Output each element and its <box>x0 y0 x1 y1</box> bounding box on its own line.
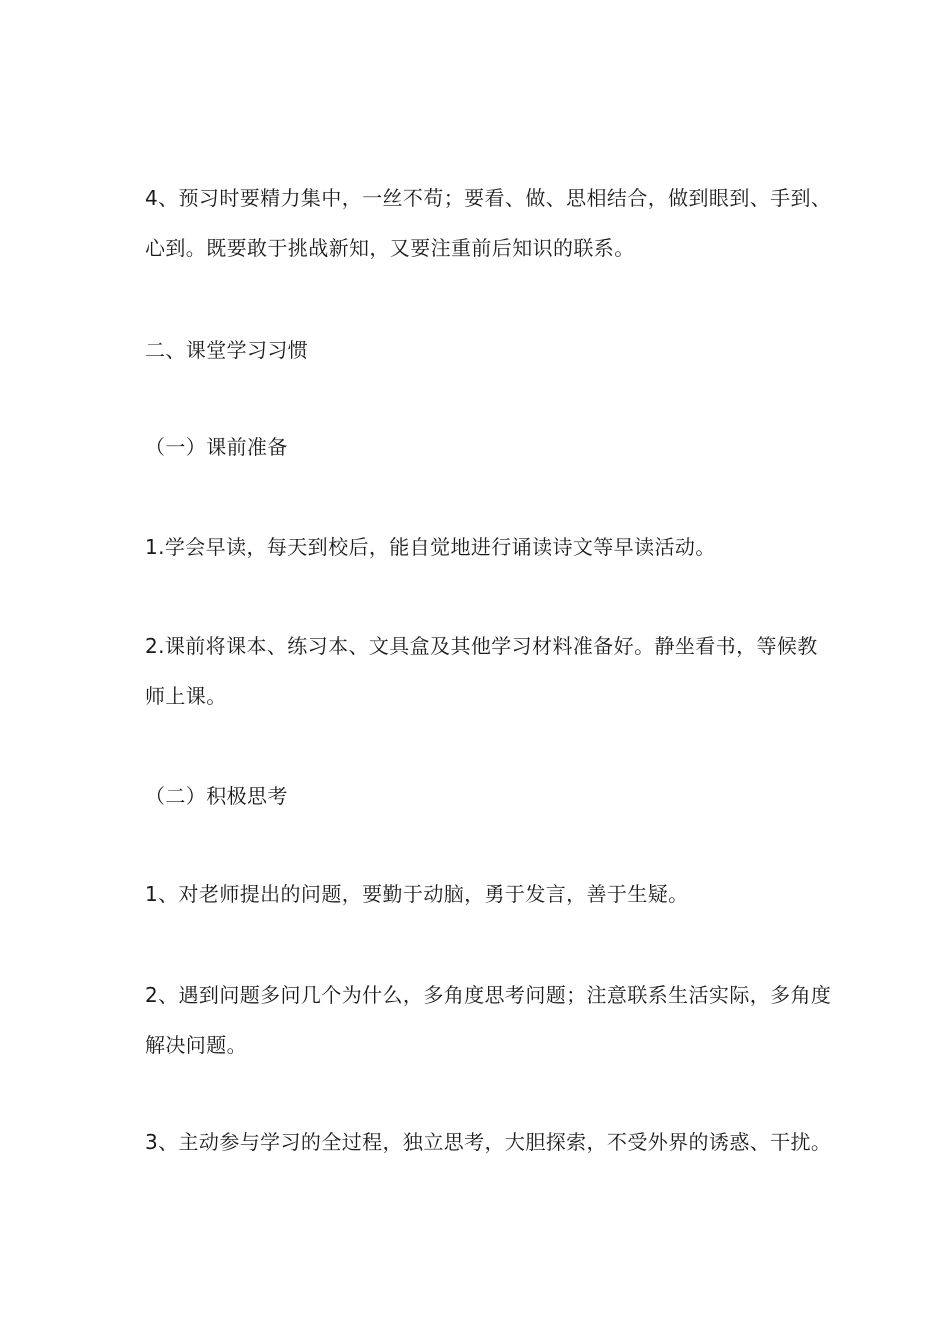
paragraph-materials-ready: 2.课前将课本、练习本、文具盒及其他学习材料准备好。静坐看书，等候教师上课。 <box>145 634 818 708</box>
subsection-heading-preparation: （一）课前准备 <box>145 435 288 459</box>
paragraph-preview-focus: 4、预习时要精力集中，一丝不苟；要看、做、思相结合，做到眼到、手到、心到。既要敢于挑战新知，又要注重前后知识的联系。 <box>145 186 832 260</box>
subsection-heading-active-thinking: （二）积极思考 <box>145 784 288 808</box>
paragraph-morning-reading: 1.学会早读，每天到校后，能自觉地进行诵读诗文等早读活动。 <box>145 535 716 559</box>
paragraph-active-participation: 3、主动参与学习的全过程，独立思考，大胆探索，不受外界的诱惑、干扰。 <box>145 1130 832 1154</box>
section-heading-classroom-habits: 二、课堂学习习惯 <box>145 338 309 362</box>
paragraph-answer-questions: 1、对老师提出的问题，要勤于动脑，勇于发言，善于生疑。 <box>145 882 689 906</box>
paragraph-ask-why: 2、遇到问题多问几个为什么，多角度思考问题；注意联系生活实际，多角度解决问题。 <box>145 983 832 1057</box>
